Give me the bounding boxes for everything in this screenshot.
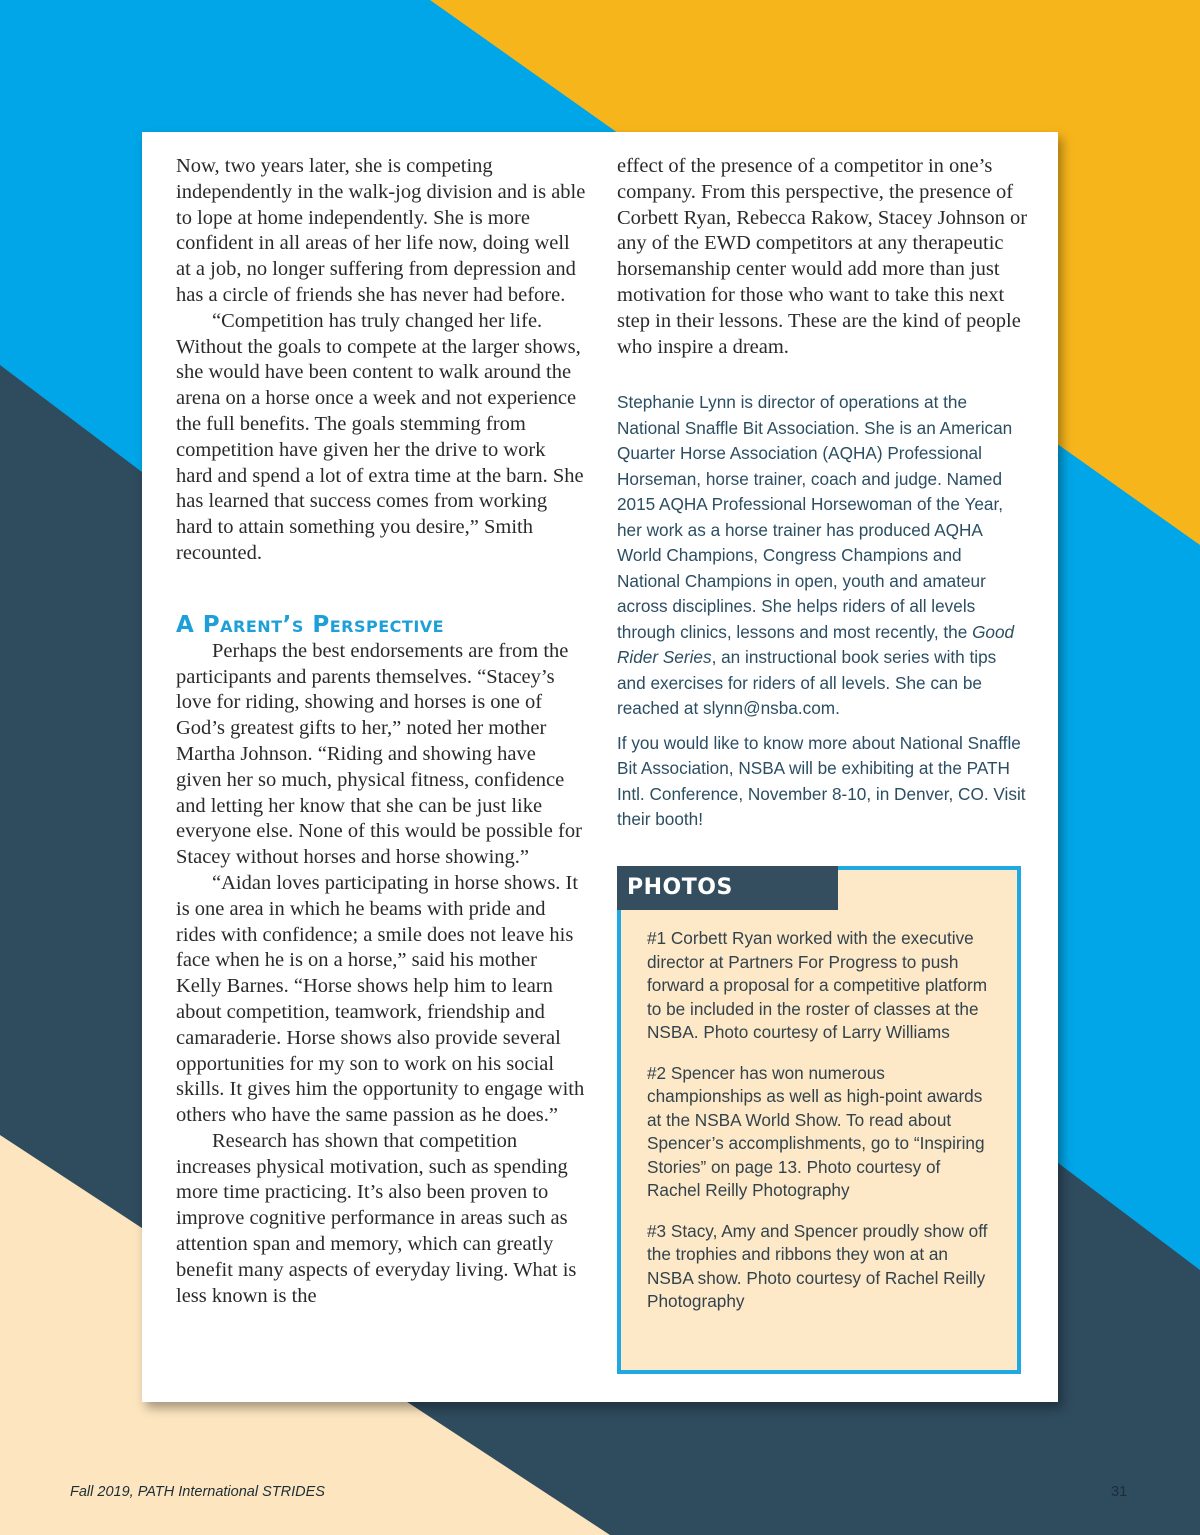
book-title: Good Rider Series (617, 621, 1015, 668)
left-column (176, 154, 586, 1309)
author-bio (617, 390, 1029, 833)
bio-paragraph (617, 390, 1029, 722)
paragraph-4: “Aidan loves participating in horse shows. It is one area in which he beams with pride and rides with confidence; a smile does not leave his face when he is on a horse,” said his mother Kelly Barnes. “Horse shows help him to learn about competition, teamwork, friendship and camaraderie. Horse shows also provide several opportunities for my son to work on his social skills. It gives him the opportunity to engage with others who have the same passion as he does.” (176, 871, 585, 1127)
paragraph-5: Research has shown that competition increases physical motivation, such as spending more time practicing. It’s also been proven to improve cognitive performance in areas such as attention span and memory, which can greatly benefit many aspects of everyday living. What is less known is the (176, 1129, 577, 1307)
paragraph-continuation: effect of the presence of a competitor in one’s company. From this perspective, the presence of Corbett Ryan, Rebecca Rakow, Stacey Johnson or any of the EWD competitors at any therapeutic horsemanship center would add more than just motivation for those who want to take this next step in their lessons. These are the kind of people who inspire a dream. (617, 155, 1028, 358)
bio-text-2: , an instructional book series with tips and exercises for riders of all levels. She can be reached at slynn@nsba.com. (617, 647, 997, 719)
photos-title: PHOTOS (617, 866, 838, 910)
paragraph-2: “Competition has truly changed her life. Without the goals to compete at the larger shows, she would have been content to walk around the arena on a horse once a week and not experience the full benefits. The goals stemming from competition have given her the drive to work hard and spend a lot of extra time at the barn. She has learned that success comes from working hard to attain something you desire,” Smith recounted. (176, 309, 584, 564)
right-column (617, 154, 1029, 833)
footer-magazine: STRIDES (262, 1484, 325, 1500)
photo-captions (647, 927, 997, 1314)
section-heading: A Parent’s Perspective (176, 611, 445, 638)
footer-issue-prefix: Fall 2019, PATH International (70, 1484, 263, 1500)
page-number: 31 (1111, 1484, 1128, 1500)
photo-caption-3: #3 Stacy, Amy and Spencer proudly show off the trophies and ribbons they won at an NSBA show. Photo courtesy of Rachel Reilly Photography (647, 1220, 988, 1311)
photo-caption-1: #1 Corbett Ryan worked with the executive director at Partners For Progress to push forward a proposal for a competitive platform to be included in the roster of classes at the NSBA. Photo courtesy of Larry Williams (647, 928, 988, 1042)
paragraph-3: Perhaps the best endorsements are from the participants and parents themselves. “Stacey’s love for riding, showing and horses is one of God’s greatest gifts to her,” noted her mother Martha Johnson. “Riding and showing have given her so much, physical fitness, confidence and letting her know that she can be just like everyone else. None of this would be possible for Stacey without horses and horse showing.” (176, 639, 582, 869)
footer-issue (70, 1484, 325, 1500)
paragraph-1: Now, two years later, she is competing independently in the walk-jog division and is able to lope at home independently. She is more confident in all areas of her life now, doing well at a job, no longer suffering from depression and has a circle of friends she has never had before. (176, 155, 586, 306)
bio-text-1: Stephanie Lynn is director of operations at the National Snaffle Bit Association. She is an American Quarter Horse Association (AQHA) Professional Horseman, horse trainer, coach and judge. Named 2015 AQHA Professional Horsewoman of the Year, her work as a horse trainer has produced AQHA World Champions, Congress Champions and National Champions in open, youth and amateur across disciplines. She helps riders of all levels through clinics, lessons and most recently, the (617, 392, 1013, 642)
photo-caption-2: #2 Spencer has won numerous championships as well as high-point awards at the NSBA World Show. To read about Spencer’s accomplishments, go to “Inspiring Stories” on page 13. Photo courtesy of Rachel Reilly Photography (647, 1062, 985, 1200)
conference-note: If you would like to know more about National Snaffle Bit Association, NSBA will be exhibiting at the PATH Intl. Conference, November 8-10, in Denver, CO. Visit their booth! (617, 732, 1026, 830)
